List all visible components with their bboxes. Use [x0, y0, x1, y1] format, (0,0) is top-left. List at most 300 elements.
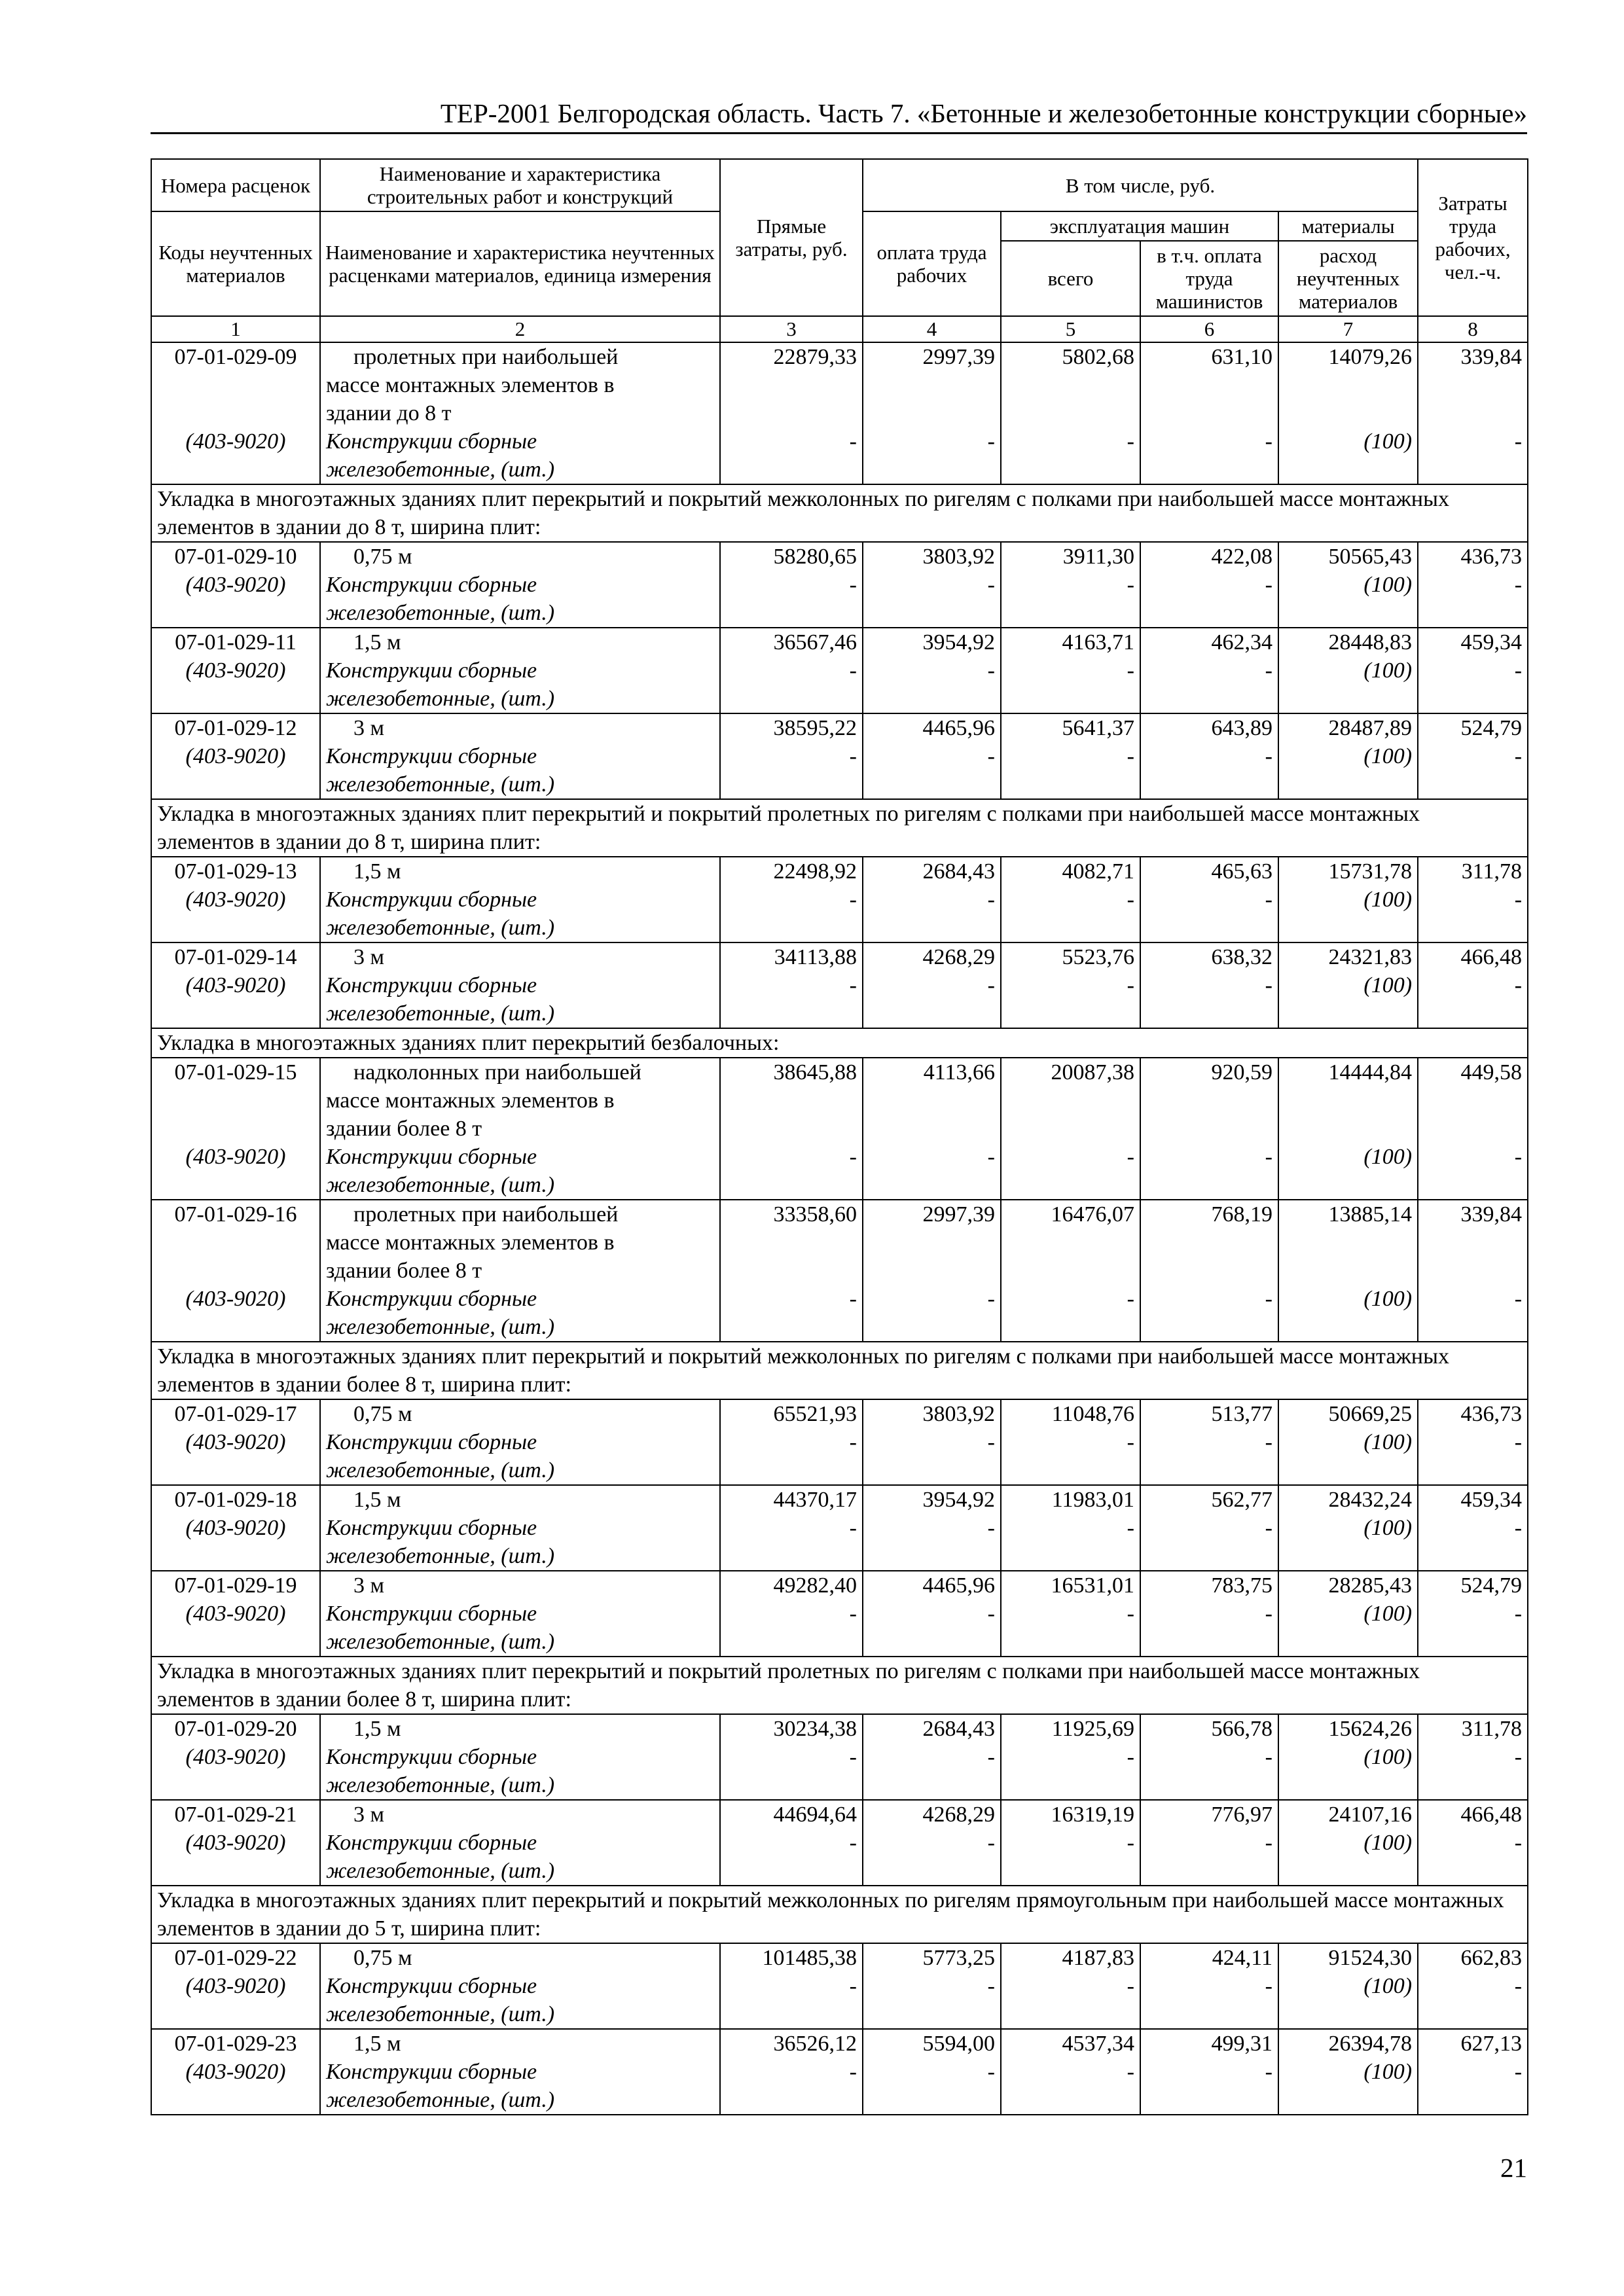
machines-total: 11925,69 — [1051, 1717, 1134, 1741]
dash: - — [1514, 1745, 1523, 1769]
dash: - — [849, 1745, 857, 1769]
labor-hours-cell — [1418, 857, 1528, 942]
machinist-pay-cell — [1140, 1200, 1278, 1342]
material-name-line: Конструкции сборные — [326, 744, 537, 768]
column-number: 5 — [1001, 316, 1140, 342]
section-row — [151, 1342, 1528, 1399]
material-name-line: железобетонные, (шт.) — [326, 1001, 555, 1026]
dash: - — [1265, 1287, 1272, 1311]
labor-hours: 662,83 — [1460, 1946, 1523, 1970]
table-row — [151, 542, 1528, 628]
material-cost: 13885,14 — [1328, 1202, 1413, 1227]
dash: - — [1127, 658, 1134, 683]
section-title: Укладка в многоэтажных зданиях плит перекрытий безбалочных: — [151, 1028, 1528, 1058]
dash: - — [849, 2060, 857, 2084]
direct-costs-cell — [720, 857, 863, 942]
rate-code-cell — [151, 628, 320, 713]
material-cost: 24321,83 — [1328, 945, 1413, 969]
material-cost-cell — [1278, 857, 1418, 942]
work-name-cell — [320, 1714, 720, 1800]
machinist-pay: 562,77 — [1211, 1488, 1272, 1512]
direct-costs: 36567,46 — [773, 630, 857, 655]
dash: - — [1127, 1745, 1134, 1769]
material-code: (403-9020) — [185, 573, 286, 597]
work-name-cell — [320, 1200, 720, 1342]
material-cost: 28448,83 — [1328, 630, 1413, 655]
labor-hours-cell — [1418, 342, 1528, 484]
work-name-cell — [320, 628, 720, 713]
rate-code-cell — [151, 713, 320, 799]
worker-pay: 5594,00 — [922, 2032, 995, 2056]
labor-hours: 466,48 — [1460, 945, 1523, 969]
material-name-line: железобетонные, (шт.) — [326, 1544, 555, 1568]
machines-total: 4163,71 — [1062, 630, 1134, 655]
labor-hours: 449,58 — [1460, 1060, 1523, 1085]
worker-pay-cell — [863, 1399, 1001, 1485]
labor-hours: 524,79 — [1460, 716, 1523, 740]
rate-code-cell — [151, 1200, 320, 1342]
material-name-line: железобетонные, (шт.) — [326, 457, 555, 482]
table-row — [151, 1200, 1528, 1342]
dash: - — [1265, 1745, 1272, 1769]
labor-hours: 311,78 — [1461, 1717, 1523, 1741]
running-header: ТЕР-2001 Белгородская область. Часть 7. «Бетонные и железобетонные конструкции сборные» — [440, 98, 1527, 128]
worker-pay-cell — [863, 942, 1001, 1028]
work-name-line: пролетных при наибольшей — [353, 345, 619, 369]
dash: - — [987, 1287, 995, 1311]
dash: - — [987, 973, 995, 997]
rate-code: 07-01-029-11 — [175, 630, 297, 655]
table-body — [151, 342, 1528, 2115]
machinist-pay-cell — [1140, 942, 1278, 1028]
work-name-cell — [320, 1399, 720, 1485]
dash: - — [1514, 429, 1523, 454]
labor-hours: 466,48 — [1460, 1803, 1523, 1827]
worker-pay-cell — [863, 2029, 1001, 2115]
worker-pay-cell — [863, 1714, 1001, 1800]
rate-code: 07-01-029-23 — [174, 2032, 297, 2056]
material-quantity: (100) — [1363, 1974, 1413, 1998]
machines-total-cell — [1001, 1399, 1140, 1485]
work-name-cell — [320, 342, 720, 484]
rate-code: 07-01-029-09 — [174, 345, 297, 369]
section-row — [151, 484, 1528, 542]
material-cost-cell — [1278, 1399, 1418, 1485]
material-cost: 28285,43 — [1328, 1573, 1413, 1598]
material-code: (403-9020) — [185, 973, 286, 997]
section-title: Укладка в многоэтажных зданиях плит перекрытий и покрытий пролетных по ригелям с полками при наибольшей массе монтажных элементов в здании более 8 т, ширина плит: — [151, 1657, 1528, 1714]
machinist-pay: 513,77 — [1211, 1402, 1272, 1426]
work-name-line: здании более 8 т — [326, 1259, 482, 1283]
section-row — [151, 1886, 1528, 1943]
direct-costs: 36526,12 — [773, 2032, 857, 2056]
dash: - — [987, 888, 995, 912]
material-code: (403-9020) — [185, 1430, 286, 1454]
dash: - — [1265, 573, 1272, 597]
machines-total-cell — [1001, 2029, 1140, 2115]
material-cost-cell — [1278, 542, 1418, 628]
section-row — [151, 1028, 1528, 1058]
dash: - — [987, 744, 995, 768]
machinist-pay: 631,10 — [1211, 345, 1272, 369]
work-name-cell — [320, 542, 720, 628]
material-code: (403-9020) — [185, 1831, 286, 1855]
material-name-line: Конструкции сборные — [326, 1287, 537, 1311]
worker-pay-cell — [863, 628, 1001, 713]
header-material-consumption: расход неучтенных материалов — [1278, 241, 1418, 316]
labor-hours: 436,73 — [1460, 1402, 1523, 1426]
material-code: (403-9020) — [185, 658, 286, 683]
column-number: 3 — [720, 316, 863, 342]
work-name-line: здании более 8 т — [326, 1117, 482, 1141]
labor-hours: 459,34 — [1460, 630, 1523, 655]
machinist-pay: 643,89 — [1211, 716, 1272, 740]
direct-costs-cell — [720, 1399, 863, 1485]
material-cost: 24107,16 — [1328, 1803, 1413, 1827]
machines-total-cell — [1001, 857, 1140, 942]
dash: - — [1514, 744, 1523, 768]
machines-total: 4537,34 — [1062, 2032, 1134, 2056]
material-name-line: Конструкции сборные — [326, 658, 537, 683]
column-number: 7 — [1278, 316, 1418, 342]
material-cost-cell — [1278, 1200, 1418, 1342]
material-cost: 28432,24 — [1328, 1488, 1413, 1512]
table-row — [151, 942, 1528, 1028]
machinist-pay-cell — [1140, 713, 1278, 799]
column-number: 2 — [320, 316, 720, 342]
direct-costs-cell — [720, 2029, 863, 2115]
machinist-pay: 422,08 — [1211, 545, 1272, 569]
section-row — [151, 1657, 1528, 1714]
table-row — [151, 857, 1528, 942]
material-cost-cell — [1278, 1571, 1418, 1657]
work-name-cell — [320, 1943, 720, 2029]
machinist-pay: 776,97 — [1211, 1803, 1272, 1827]
work-name-line: здании до 8 т — [326, 401, 452, 425]
worker-pay-cell — [863, 857, 1001, 942]
dash: - — [1127, 429, 1134, 454]
table-row — [151, 1714, 1528, 1800]
rate-code: 07-01-029-12 — [174, 716, 297, 740]
dash: - — [1514, 1831, 1523, 1855]
table-row — [151, 1800, 1528, 1886]
dash: - — [1514, 1287, 1523, 1311]
worker-pay: 3803,92 — [922, 1402, 995, 1426]
machinist-pay-cell — [1140, 1943, 1278, 2029]
material-cost: 91524,30 — [1328, 1946, 1413, 1970]
material-quantity: (100) — [1363, 973, 1413, 997]
work-name-line: 3 м — [353, 716, 385, 740]
dash: - — [849, 1516, 857, 1540]
direct-costs: 30234,38 — [773, 1717, 857, 1741]
dash: - — [1127, 1145, 1134, 1169]
material-name-line: Конструкции сборные — [326, 1602, 537, 1626]
dash: - — [1514, 888, 1523, 912]
material-name-line: железобетонные, (шт.) — [326, 2002, 555, 2026]
material-name-line: железобетонные, (шт.) — [326, 2088, 555, 2112]
work-name-line: 0,75 м — [353, 1946, 412, 1970]
dash: - — [1127, 1602, 1134, 1626]
header-machinist-pay: в т.ч. оплата труда машинистов — [1140, 241, 1278, 316]
direct-costs: 22879,33 — [773, 345, 857, 369]
machinist-pay-cell — [1140, 1485, 1278, 1571]
dash: - — [1265, 429, 1272, 454]
machinist-pay-cell — [1140, 628, 1278, 713]
worker-pay-cell — [863, 1571, 1001, 1657]
machines-total-cell — [1001, 542, 1140, 628]
material-cost: 50565,43 — [1328, 545, 1413, 569]
table-row — [151, 628, 1528, 713]
worker-pay: 2997,39 — [922, 345, 995, 369]
direct-costs: 38645,88 — [773, 1060, 857, 1085]
dash: - — [987, 1602, 995, 1626]
machines-total-cell — [1001, 1800, 1140, 1886]
labor-hours-cell — [1418, 1943, 1528, 2029]
dash: - — [849, 1831, 857, 1855]
dash: - — [849, 888, 857, 912]
dash: - — [1514, 1516, 1523, 1540]
dash: - — [1265, 888, 1272, 912]
work-name-line: 1,5 м — [353, 1717, 401, 1741]
rate-code-cell — [151, 542, 320, 628]
rate-code: 07-01-029-19 — [174, 1573, 297, 1598]
dash: - — [1514, 1974, 1523, 1998]
dash: - — [1514, 658, 1523, 683]
work-name-line: 0,75 м — [353, 545, 412, 569]
dash: - — [1265, 1145, 1272, 1169]
material-quantity: (100) — [1363, 1287, 1413, 1311]
machines-total-cell — [1001, 1571, 1140, 1657]
machinist-pay: 768,19 — [1211, 1202, 1272, 1227]
labor-hours-cell — [1418, 713, 1528, 799]
dash: - — [849, 1145, 857, 1169]
worker-pay: 5773,25 — [922, 1946, 995, 1970]
worker-pay: 4268,29 — [922, 1803, 995, 1827]
labor-hours-cell — [1418, 1058, 1528, 1200]
dash: - — [1127, 1974, 1134, 1998]
direct-costs: 34113,88 — [774, 945, 857, 969]
material-name-line: железобетонные, (шт.) — [326, 601, 555, 625]
machines-total: 20087,38 — [1051, 1060, 1134, 1085]
rate-code-cell — [151, 857, 320, 942]
dash: - — [1127, 744, 1134, 768]
machines-total-cell — [1001, 1714, 1140, 1800]
dash: - — [987, 658, 995, 683]
material-name-line: Конструкции сборные — [326, 888, 537, 912]
dash: - — [849, 1974, 857, 1998]
material-quantity: (100) — [1363, 744, 1413, 768]
machines-total-cell — [1001, 1200, 1140, 1342]
header-direct-costs: Прямые затраты, руб. — [720, 159, 863, 316]
material-cost-cell — [1278, 1943, 1418, 2029]
work-name-cell — [320, 2029, 720, 2115]
material-name-line: Конструкции сборные — [326, 973, 537, 997]
dash: - — [1127, 2060, 1134, 2084]
labor-hours-cell — [1418, 1571, 1528, 1657]
work-name-line: надколонных при наибольшей — [353, 1060, 641, 1085]
table-row — [151, 1571, 1528, 1657]
material-name-line: Конструкции сборные — [326, 1516, 537, 1540]
dash: - — [849, 973, 857, 997]
section-title: Укладка в многоэтажных зданиях плит перекрытий и покрытий пролетных по ригелям с полками при наибольшей массе монтажных элементов в здании до 8 т, ширина плит: — [151, 799, 1528, 857]
worker-pay-cell — [863, 1943, 1001, 2029]
material-quantity: (100) — [1363, 429, 1413, 454]
dash: - — [849, 1430, 857, 1454]
work-name-line: массе монтажных элементов в — [326, 1088, 615, 1113]
material-cost-cell — [1278, 1058, 1418, 1200]
labor-hours: 436,73 — [1460, 545, 1523, 569]
direct-costs-cell — [720, 628, 863, 713]
labor-hours-cell — [1418, 1200, 1528, 1342]
worker-pay: 4465,96 — [922, 1573, 995, 1598]
page-number: 21 — [1500, 2153, 1527, 2183]
header-rate-numbers: Номера расценок — [151, 159, 320, 211]
machines-total: 5802,68 — [1062, 345, 1134, 369]
work-name-cell — [320, 942, 720, 1028]
dash: - — [987, 1430, 995, 1454]
material-cost-cell — [1278, 342, 1418, 484]
work-name-line: 3 м — [353, 1573, 385, 1598]
labor-hours: 524,79 — [1460, 1573, 1523, 1598]
dash: - — [987, 429, 995, 454]
machinist-pay-cell — [1140, 1058, 1278, 1200]
dash: - — [987, 1145, 995, 1169]
rate-code: 07-01-029-14 — [174, 945, 297, 969]
worker-pay-cell — [863, 713, 1001, 799]
labor-hours: 627,13 — [1460, 2032, 1523, 2056]
labor-hours-cell — [1418, 628, 1528, 713]
material-name-line: Конструкции сборные — [326, 1430, 537, 1454]
worker-pay: 4465,96 — [922, 716, 995, 740]
material-cost-cell — [1278, 2029, 1418, 2115]
material-cost: 50669,25 — [1328, 1402, 1413, 1426]
table-row — [151, 1943, 1528, 2029]
material-cost: 26394,78 — [1328, 2032, 1413, 2056]
machines-total-cell — [1001, 713, 1140, 799]
material-cost-cell — [1278, 628, 1418, 713]
column-number: 1 — [151, 316, 320, 342]
material-code: (403-9020) — [185, 1145, 286, 1169]
work-name-line: 1,5 м — [353, 1488, 401, 1512]
direct-costs-cell — [720, 1200, 863, 1342]
dash: - — [849, 1287, 857, 1311]
dash: - — [849, 658, 857, 683]
material-name-line: Конструкции сборные — [326, 1974, 537, 1998]
machinist-pay-cell — [1140, 1800, 1278, 1886]
dash: - — [987, 1745, 995, 1769]
work-name-line: 3 м — [353, 945, 385, 969]
header-materials: материалы — [1278, 211, 1418, 241]
worker-pay: 2997,39 — [922, 1202, 995, 1227]
rate-code-cell — [151, 1571, 320, 1657]
rate-code-cell — [151, 342, 320, 484]
dash: - — [1265, 1430, 1272, 1454]
rate-code: 07-01-029-10 — [174, 545, 297, 569]
machinist-pay-cell — [1140, 2029, 1278, 2115]
direct-costs-cell — [720, 1485, 863, 1571]
material-name-line: железобетонные, (шт.) — [326, 1315, 555, 1339]
table-row — [151, 1485, 1528, 1571]
machines-total: 4082,71 — [1062, 859, 1134, 884]
worker-pay: 4268,29 — [922, 945, 995, 969]
material-cost-cell — [1278, 942, 1418, 1028]
section-row — [151, 799, 1528, 857]
work-name-line: пролетных при наибольшей — [353, 1202, 619, 1227]
direct-costs: 65521,93 — [773, 1402, 857, 1426]
rate-code: 07-01-029-18 — [174, 1488, 297, 1512]
material-cost: 28487,89 — [1328, 716, 1413, 740]
rate-code: 07-01-029-20 — [174, 1717, 297, 1741]
work-name-line: 0,75 м — [353, 1402, 412, 1426]
direct-costs: 44370,17 — [773, 1488, 857, 1512]
machinist-pay: 638,32 — [1211, 945, 1272, 969]
header-including: В том числе, руб. — [863, 159, 1418, 211]
table-row — [151, 1058, 1528, 1200]
work-name-cell — [320, 1571, 720, 1657]
material-quantity: (100) — [1363, 1145, 1413, 1169]
material-code: (403-9020) — [185, 429, 286, 454]
material-code: (403-9020) — [185, 744, 286, 768]
machines-total: 4187,83 — [1062, 1946, 1134, 1970]
dash: - — [1514, 973, 1523, 997]
worker-pay: 4113,66 — [923, 1060, 995, 1085]
header-rule — [151, 132, 1527, 134]
dash: - — [987, 1516, 995, 1540]
table-row — [151, 713, 1528, 799]
worker-pay: 3954,92 — [922, 630, 995, 655]
work-name-line: 1,5 м — [353, 859, 401, 884]
worker-pay-cell — [863, 1200, 1001, 1342]
material-quantity: (100) — [1363, 573, 1413, 597]
machines-total: 3911,30 — [1062, 545, 1134, 569]
rate-code-cell — [151, 1714, 320, 1800]
direct-costs-cell — [720, 342, 863, 484]
dash: - — [987, 2060, 995, 2084]
material-name-line: железобетонные, (шт.) — [326, 687, 555, 711]
labor-hours: 339,84 — [1460, 1202, 1523, 1227]
material-quantity: (100) — [1363, 1831, 1413, 1855]
machines-total-cell — [1001, 1058, 1140, 1200]
section-title: Укладка в многоэтажных зданиях плит перекрытий и покрытий межколонных по ригелям с полками при наибольшей массе монтажных элементов в здании более 8 т, ширина плит: — [151, 1342, 1528, 1399]
dash: - — [1514, 2060, 1523, 2084]
direct-costs: 22498,92 — [773, 859, 857, 884]
direct-costs-cell — [720, 1943, 863, 2029]
worker-pay-cell — [863, 542, 1001, 628]
machinist-pay-cell — [1140, 1571, 1278, 1657]
worker-pay: 2684,43 — [922, 859, 995, 884]
machinist-pay-cell — [1140, 1714, 1278, 1800]
worker-pay: 3954,92 — [922, 1488, 995, 1512]
direct-costs-cell — [720, 713, 863, 799]
material-code: (403-9020) — [185, 1974, 286, 1998]
material-quantity: (100) — [1363, 1602, 1413, 1626]
worker-pay-cell — [863, 1800, 1001, 1886]
rate-code: 07-01-029-13 — [174, 859, 297, 884]
material-name-line: железобетонные, (шт.) — [326, 772, 555, 797]
labor-hours: 339,84 — [1460, 345, 1523, 369]
dash: - — [849, 429, 857, 454]
table-row — [151, 342, 1528, 484]
work-name-cell — [320, 1800, 720, 1886]
machines-total: 16531,01 — [1051, 1573, 1134, 1598]
dash: - — [1127, 1430, 1134, 1454]
material-name-line: Конструкции сборные — [326, 2060, 537, 2084]
dash: - — [1127, 1831, 1134, 1855]
labor-hours-cell — [1418, 1800, 1528, 1886]
header-material-name: Наименование и характеристика неучтенных расценками материалов, единица измерения — [320, 211, 720, 316]
dash: - — [1265, 1974, 1272, 1998]
dash: - — [1514, 1602, 1523, 1626]
